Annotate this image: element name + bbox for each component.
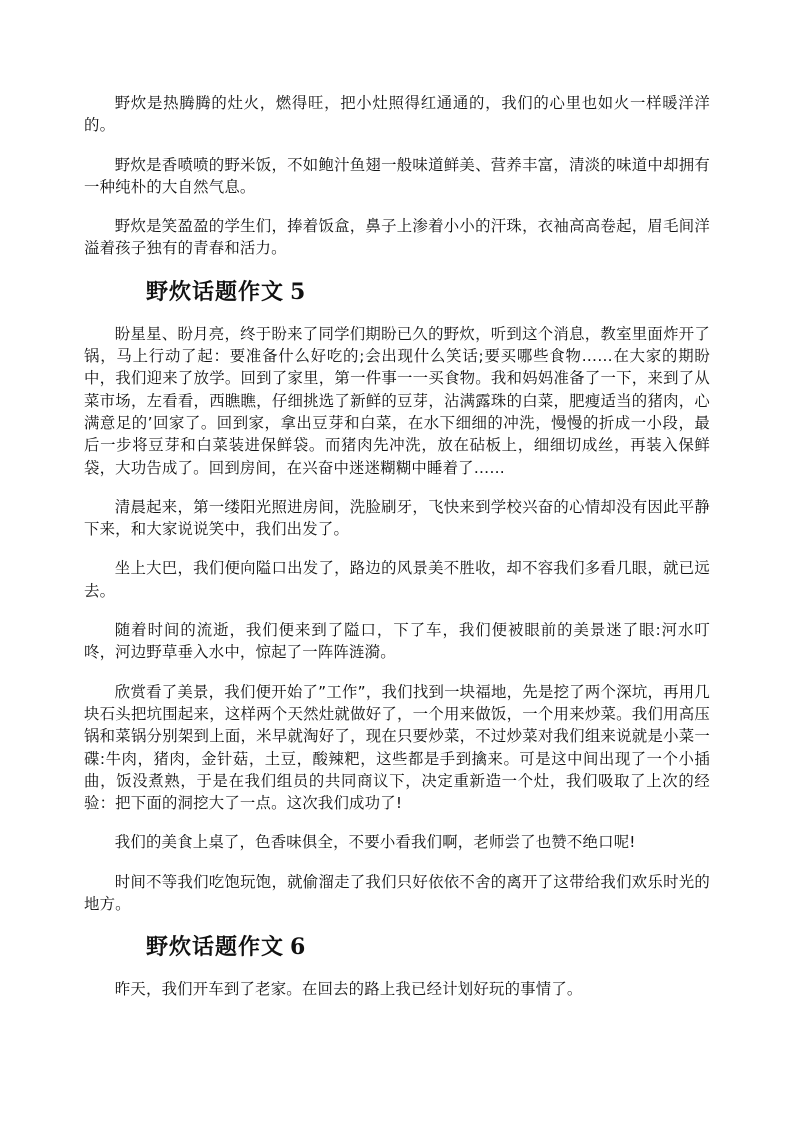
paragraph: 野炊是香喷喷的野米饭，不如鲍汁鱼翅一般味道鲜美、营养丰富，清淡的味道中却拥有一种纯朴的大自然气息。 xyxy=(84,155,710,196)
paragraph: 昨天，我们开车到了老家。在回去的路上我已经计划好玩的事情了。 xyxy=(114,980,583,999)
paragraph: 坐上大巴，我们便向隘口出发了，路边的风景美不胜收，却不容我们多看几眼，就已远去。 xyxy=(84,559,710,600)
paragraph: 盼星星、盼月亮，终于盼来了同学们期盼已久的野炊，听到这个消息，教室里面炸开了锅，马上行动了起：要准备什么好吃的;会出现什么笑话;要买哪些食物……在大家的期盼中，我们迎来了放学。回到了家里，第一件事一一买食物。我和妈妈准备了一下，来到了从菜市场，左看看，西瞧瞧，仔细挑选了新鲜的豆芽，沾满露珠的白菜，肥瘦适当的猪肉，心满意足的’回家了。回到家，拿出豆芽和白菜，在水下细细的冲洗，慢慢的折成一小段，最后一步将豆芽和白菜装进保鲜袋。而猪肉先冲洗，放在砧板上，细细切成丝，再装入保鲜袋，大功告成了。回到房间，在兴奋中迷迷糊糊中睡着了…… xyxy=(84,324,710,477)
section-number: 5 xyxy=(290,278,307,305)
paragraph: 野炊是热腾腾的灶火，燃得旺，把小灶照得红通通的，我们的心里也如火一样暖洋洋的。 xyxy=(84,94,710,135)
section-heading-6 xyxy=(84,932,710,962)
section-number: 6 xyxy=(290,934,307,961)
paragraph: 我们的美食上桌了，色香味俱全，不要小看我们啊，老师尝了也赞不绝口呢! xyxy=(114,833,636,852)
paragraph: 欣赏看了美景，我们便开始了”工作”，我们找到一块福地，先是挖了两个深坑，再用几块石头把坑围起来，这样两个天然灶就做好了，一个用来做饭，一个用来炒菜。我们用高压锅和菜锅分别架到上面，米早就淘好了，现在只要炒菜，不过炒菜对我们组来说就是小菜一碟:牛肉，猪肉，金针菇，土豆，酸辣粑，这些都是手到擒来。可是这中间出现了一个小插曲，饭没煮熟，于是在我们组员的共同商议下，决定重新造一个灶，我们吸取了上次的经验：把下面的洞挖大了一点。这次我们成功了! xyxy=(84,682,710,813)
section-title: 野炊话题作文 xyxy=(146,278,285,305)
section-title: 野炊话题作文 xyxy=(146,934,285,961)
paragraph: 清晨起来，第一缕阳光照进房间，洗脸刷牙，飞快来到学校兴奋的心情却没有因此平静下来，和大家说说笑中，我们出发了。 xyxy=(84,497,710,539)
document-page xyxy=(84,92,710,1018)
paragraph: 野炊是笑盈盈的学生们，捧着饭盒，鼻子上渗着小小的汗珠，衣袖高高卷起，眉毛间洋溢着孩子独有的青春和活力。 xyxy=(84,217,710,258)
paragraph: 时间不等我们吃饱玩饱，就偷溜走了我们只好依依不舍的离开了这带给我们欢乐时光的地方。 xyxy=(84,872,710,914)
paragraph: 随着时间的流逝，我们便来到了隘口，下了车，我们便被眼前的美景迷了眼:河水叮咚，河边野草垂入水中，惊起了一阵阵涟漪。 xyxy=(84,621,710,662)
section-heading-5 xyxy=(84,277,710,307)
